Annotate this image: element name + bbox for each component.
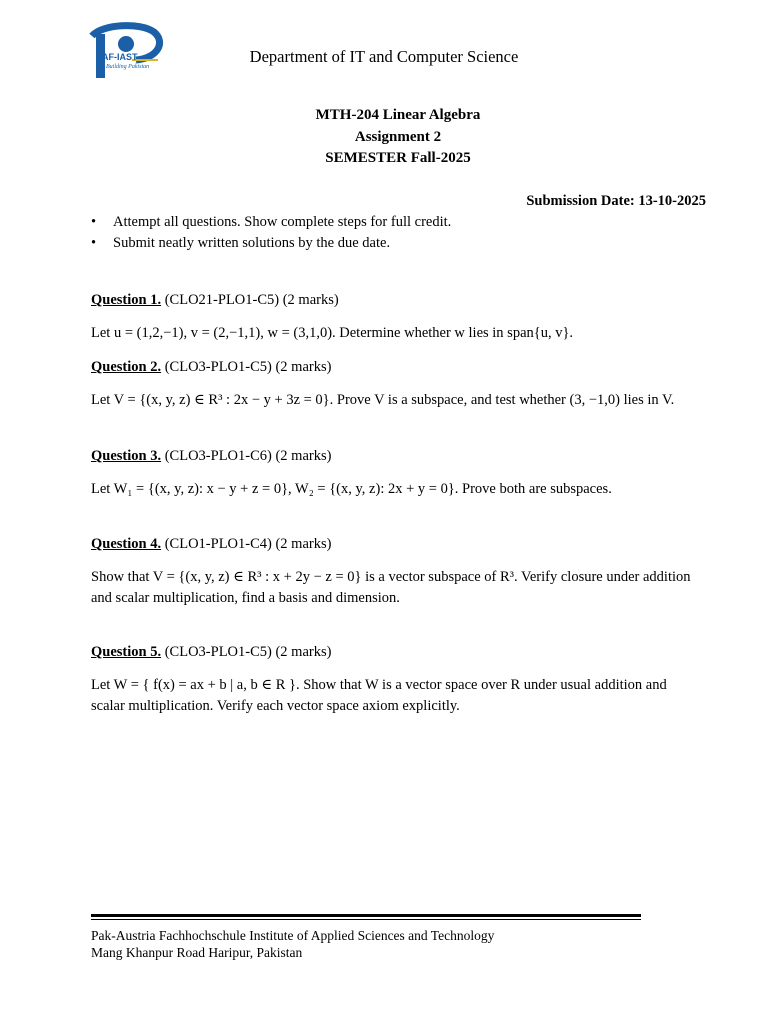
question-2-heading	[91, 357, 701, 378]
footer-line-1: Pak-Austria Fachhochschule Institute of Applied Sciences and Technology	[91, 928, 495, 943]
question-meta: (CLO21-PLO1-C5) (2 marks)	[161, 292, 339, 308]
instruction-list	[72, 212, 713, 254]
footer-rule-thick	[91, 914, 641, 917]
logo-wordmark: AF-IAST	[102, 52, 138, 62]
course-title: MTH-204 Linear Algebra	[315, 107, 481, 123]
question-3-heading	[91, 446, 701, 467]
instruction-item: • Submit neatly written solutions by the due date.	[113, 233, 713, 254]
question-4-heading	[91, 534, 701, 555]
footer-rule-thin	[91, 919, 641, 920]
question-meta: (CLO3-PLO1-C5) (2 marks)	[161, 644, 332, 660]
semester-title: SEMESTER Fall-2025	[325, 150, 471, 166]
department-heading: Department of IT and Computer Science	[249, 47, 519, 66]
question-1-text: Let u = (1,2,−1), v = (2,−1,1), w = (3,1,0). Determine whether w lies in span{u, v}.	[91, 325, 574, 341]
submission-date: Submission Date: 13-10-2025	[526, 193, 706, 209]
question-meta: (CLO3-PLO1-C6) (2 marks)	[161, 448, 332, 464]
question-1-heading	[91, 290, 701, 311]
question-label: Question 1.	[91, 292, 162, 308]
question-meta: (CLO1-PLO1-C4) (2 marks)	[161, 536, 332, 552]
footer-line-2: Mang Khanpur Road Haripur, Pakistan	[91, 945, 303, 960]
instruction-item: • Attempt all questions. Show complete steps for full credit.	[113, 212, 713, 233]
question-4-text: Show that V = {(x, y, z) ∈ R³ : x + 2y − z = 0} is a vector subspace of R³. Verify closure under addition and scalar multiplication, find a basis and dimension.	[91, 569, 691, 606]
question-2-text: Let V = {(x, y, z) ∈ R³ : 2x − y + 3z = 0}. Prove V is a subspace, and test whether (3, −1,0) lies in V.	[91, 392, 675, 408]
question-5-heading	[91, 642, 701, 663]
question-3-text: Let W₁ = {(x, y, z): x − y + z = 0}, W₂ = {(x, y, z): 2x + y = 0}. Prove both are subspaces.	[91, 481, 612, 497]
question-label: Question 5.	[91, 644, 162, 660]
question-label: Question 2.	[91, 359, 162, 375]
logo-tagline: Building Pakistan	[106, 64, 150, 70]
question-meta: (CLO3-PLO1-C5) (2 marks)	[161, 359, 332, 375]
question-5-text: Let W = { f(x) = ax + b | a, b ∈ R }. Show that W is a vector space over R under usual addition and scalar multiplication. Verify each vector space axiom explicitly.	[91, 677, 667, 714]
question-label: Question 4.	[91, 536, 162, 552]
footer-address	[91, 927, 494, 961]
assignment-title: Assignment 2	[354, 129, 442, 145]
question-label: Question 3.	[91, 448, 162, 464]
